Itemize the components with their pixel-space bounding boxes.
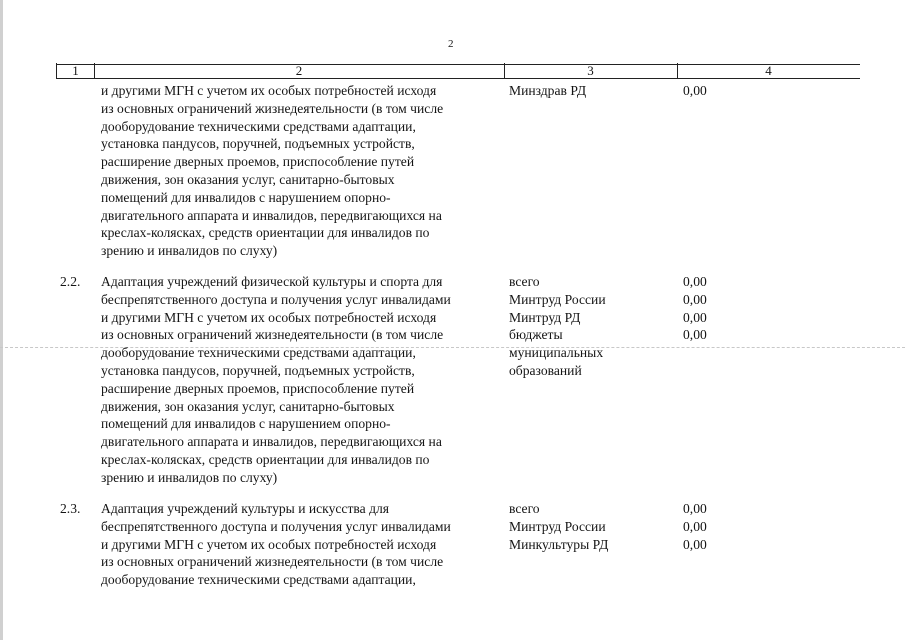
source-line: Минтруд России: [509, 291, 606, 307]
source-line: Минкультуры РД: [509, 536, 609, 552]
header-col-3: 3: [587, 63, 594, 78]
header-col-2: 2: [295, 63, 303, 78]
value-cell: 0,00: [683, 327, 707, 343]
text-line: установка пандусов, поручней, подъемных устройств,: [101, 362, 415, 378]
text-line: из основных ограничений жизнедеятельности (в том числе: [101, 554, 444, 570]
text-line: беспрепятственного доступа и получения услуг инвалидами: [101, 518, 451, 534]
source-line: бюджеты: [509, 327, 563, 343]
value-cell: 0,00: [683, 83, 707, 98]
text-line: зрению и инвалидов по слуху): [101, 469, 278, 485]
row-number-2-2: 2.2.: [60, 274, 81, 289]
value-cell: 0,00: [683, 291, 707, 307]
text-line: дооборудование техническими средствами адаптации,: [101, 345, 416, 361]
row-2-2-description: [101, 273, 498, 487]
text-line: и другими МГН с учетом их особых потребностей исходя: [101, 309, 437, 325]
text-line: движения, зон оказания услуг, санитарно-бытовых: [101, 398, 395, 414]
source-line: Минтруд России: [509, 518, 606, 534]
text-line: из основных ограничений жизнедеятельности (в том числе: [101, 100, 444, 116]
text-line: помещений для инвалидов с нарушением опорно-: [101, 416, 391, 432]
source-line: Минздрав РД: [509, 83, 587, 98]
source-line: всего: [509, 501, 540, 516]
row-continued-values: [683, 82, 707, 100]
text-line: беспрепятственного доступа и получения услуг инвалидами: [101, 291, 451, 307]
row-continued-description: [101, 82, 498, 260]
page-number: 2: [448, 38, 454, 50]
text-line: креслах-колясках, средств ориентации для инвалидов по: [101, 451, 430, 467]
source-line: образований: [509, 362, 582, 378]
scan-edge: [0, 0, 3, 640]
row-2-2-values: [683, 273, 707, 344]
text-line: помещений для инвалидов с нарушением опорно-: [101, 189, 391, 205]
header-col-4: 4: [765, 63, 772, 78]
text-line: двигательного аппарата и инвалидов, передвигающихся на: [101, 207, 442, 223]
text-line: Адаптация учреждений культуры и искусства для: [101, 501, 390, 516]
text-line: расширение дверных проемов, приспособление путей: [101, 380, 415, 396]
row-2-2-sources: [509, 273, 606, 380]
source-line: Минтруд РД: [509, 309, 581, 325]
source-line: всего: [509, 274, 540, 289]
row-2-3-description: [101, 500, 498, 589]
text-line: зрению и инвалидов по слуху): [101, 243, 278, 259]
value-cell: 0,00: [683, 309, 707, 325]
text-line: и другими МГН с учетом их особых потребностей исходя: [101, 536, 437, 552]
value-cell: 0,00: [683, 536, 707, 552]
table-header: [57, 64, 860, 79]
value-cell: 0,00: [683, 518, 707, 534]
row-2-3-sources: [509, 500, 608, 553]
text-line: креслах-колясках, средств ориентации для инвалидов по: [101, 225, 430, 241]
text-line: дооборудование техническими средствами адаптации,: [101, 118, 416, 134]
header-col-1: 1: [72, 63, 79, 78]
text-line: расширение дверных проемов, приспособление путей: [101, 154, 415, 170]
row-continued-sources: [509, 82, 586, 100]
row-number-2-3: 2.3.: [60, 501, 81, 516]
text-line: установка пандусов, поручней, подъемных устройств,: [101, 136, 415, 152]
row-2-3-values: [683, 500, 707, 553]
text-line: Адаптация учреждений физической культуры и спорта для: [101, 274, 443, 289]
source-line: муниципальных: [509, 345, 604, 361]
text-line: из основных ограничений жизнедеятельности (в том числе: [101, 327, 444, 343]
value-cell: 0,00: [683, 274, 707, 289]
text-line: и другими МГН с учетом их особых потребностей исходя: [101, 83, 437, 98]
text-line: двигательного аппарата и инвалидов, передвигающихся на: [101, 434, 442, 450]
text-line: движения, зон оказания услуг, санитарно-бытовых: [101, 171, 395, 187]
value-cell: 0,00: [683, 501, 707, 516]
text-line: дооборудование техническими средствами адаптации,: [101, 572, 416, 588]
